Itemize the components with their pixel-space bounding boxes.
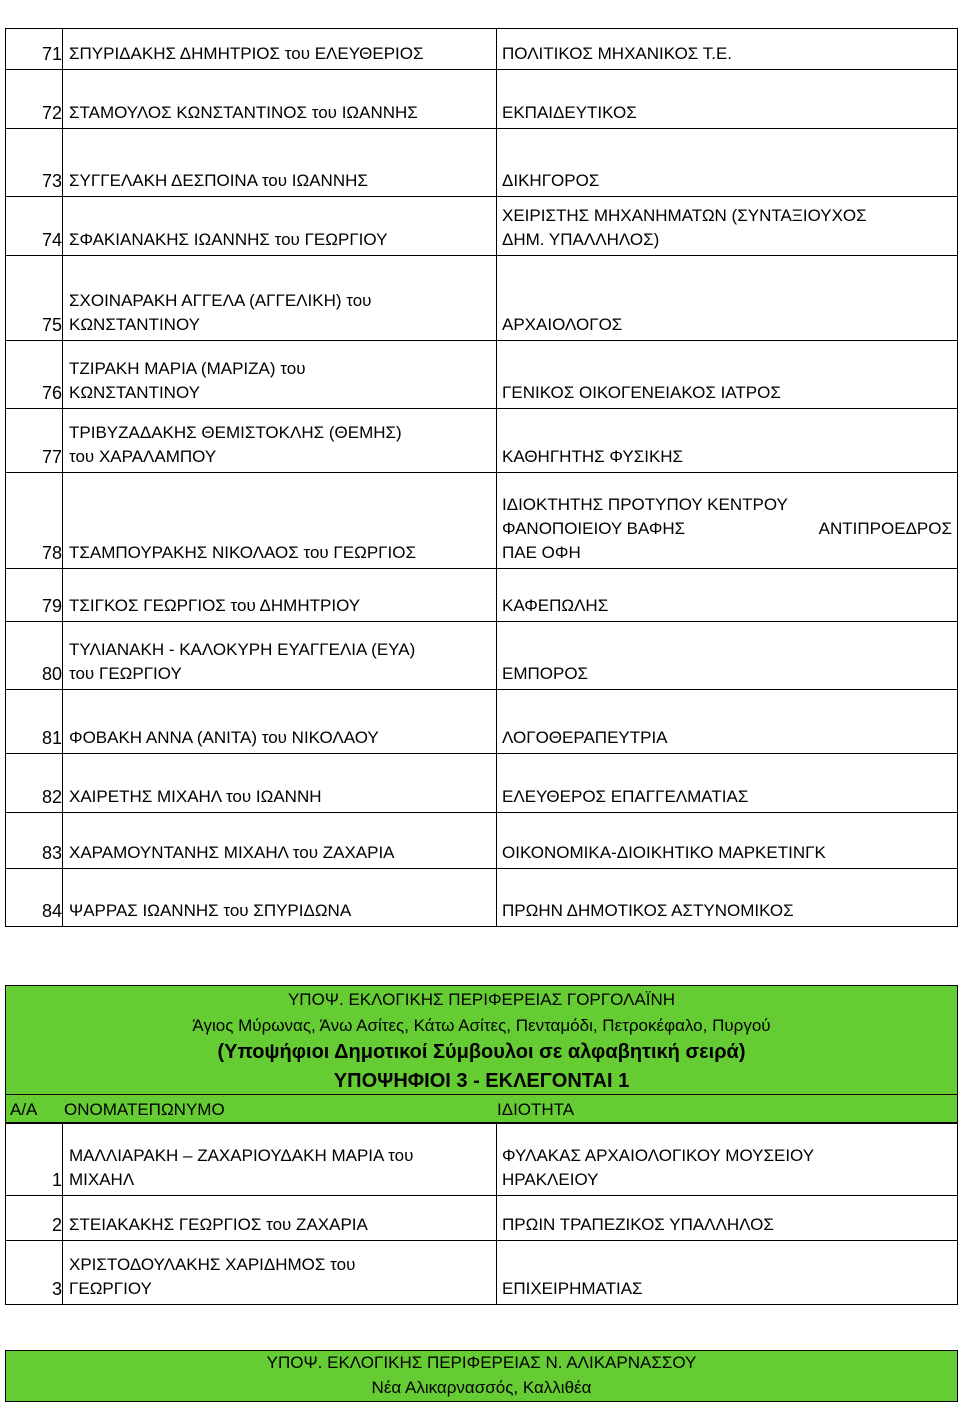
column-divider <box>496 197 497 255</box>
candidate-name-line: ΓΕΩΡΓΙΟΥ <box>69 1279 152 1298</box>
section3-header <box>5 1350 958 1402</box>
candidate-occupation <box>502 841 952 865</box>
candidate-name-line: ΜΙΧΑΗΛ <box>69 1170 135 1189</box>
section2-header <box>5 985 958 1095</box>
list1-row <box>5 409 958 473</box>
candidate-occupation <box>502 445 952 469</box>
candidate-name <box>69 101 499 125</box>
candidate-occupation-line: ΕΛΕΥΘΕΡΟΣ ΕΠΑΓΓΕΛΜΑΤΙΑΣ <box>502 787 749 806</box>
column-divider <box>496 256 497 340</box>
candidate-occupation-line: ΟΙΚΟΝΟΜΙΚΑ-ΔΙΟΙΚΗΤΙΚΟ ΜΑΡΚΕΤΙΝΓΚ <box>502 843 826 862</box>
candidate-name <box>69 541 499 565</box>
column-divider <box>496 473 497 568</box>
row-number: 82 <box>41 787 62 807</box>
column-divider <box>62 813 63 868</box>
column-divider <box>496 341 497 408</box>
candidate-occupation <box>502 313 952 337</box>
column-divider <box>496 622 497 689</box>
column-divider <box>496 28 497 69</box>
row-number: 76 <box>41 383 62 403</box>
row-number: 84 <box>41 901 62 921</box>
candidate-occupation-line: ΔΗΜ. ΥΠΑΛΛΗΛΟΣ) <box>502 230 660 249</box>
candidate-occupation-line: ΠΡΩΗΝ ΔΗΜΟΤΙΚΟΣ ΑΣΤΥΝΟΜΙΚΟΣ <box>502 901 794 920</box>
list1-row <box>5 622 958 690</box>
col-name-header: ΟΝΟΜΑΤΕΠΩΝΥΜΟ <box>64 1100 225 1119</box>
candidate-name <box>69 726 499 750</box>
candidate-occupation-line: ΕΚΠΑΙΔΕΥΤΙΚΟΣ <box>502 103 637 122</box>
column-divider <box>62 569 63 621</box>
candidate-occupation-line: ΑΡΧΑΙΟΛΟΓΟΣ <box>502 315 623 334</box>
section3-title: ΥΠΟΨ. ΕΚΛΟΓΙΚΗΣ ΠΕΡΙΦΕΡΕΙΑΣ Ν. ΑΛΙΚΑΡΝΑΣΣΟΥ <box>266 1353 697 1372</box>
row-number: 1 <box>51 1170 62 1190</box>
column-divider <box>62 754 63 812</box>
candidate-name-line: ΤΥΛΙΑΝΑΚΗ - ΚΑΛΟΚΥΡΗ ΕΥΑΓΓΕΛΙΑ (ΕΥΑ) <box>69 640 416 659</box>
candidate-occupation-line: ΓΕΝΙΚΟΣ ΟΙΚΟΓΕΝΕΙΑΚΟΣ ΙΑΤΡΟΣ <box>502 383 781 402</box>
candidate-name <box>69 638 499 686</box>
candidate-name <box>69 42 499 66</box>
candidate-name-line: ΤΡΙΒΥΖΑΔΑΚΗΣ ΘΕΜΙΣΤΟΚΛΗΣ (ΘΕΜΗΣ) <box>69 423 402 442</box>
section3-villages: Νέα Αλικαρνασσός, Καλλιθέα <box>371 1378 592 1397</box>
list1-row <box>5 129 958 197</box>
candidate-occupation <box>502 493 952 565</box>
candidate-name-line: ΣΥΓΓΕΛΑΚΗ ΔΕΣΠΟΙΝΑ του ΙΩΑΝΝΗΣ <box>69 171 368 190</box>
row-number: 72 <box>41 103 62 123</box>
candidate-name-line: ΧΑΡΑΜΟΥΝΤΑΝΗΣ ΜΙΧΑΗΛ του ΖΑΧΑΡΙΑ <box>69 843 395 862</box>
candidate-name-line: ΤΖΙΡΑΚΗ ΜΑΡΙΑ (ΜΑΡΙΖΑ) του <box>69 359 306 378</box>
list1-row <box>5 341 958 409</box>
candidate-occupation <box>502 726 952 750</box>
column-divider <box>62 409 63 472</box>
candidate-occupation <box>502 662 952 686</box>
candidate-name <box>69 594 499 618</box>
list1-row <box>5 813 958 869</box>
list1-row <box>5 754 958 813</box>
list1-row <box>5 256 958 341</box>
column-divider <box>62 256 63 340</box>
candidate-name-line: ΚΩΝΣΤΑΝΤΙΝΟΥ <box>69 383 200 402</box>
candidate-occupation <box>502 169 952 193</box>
column-divider <box>62 690 63 753</box>
candidate-occupation <box>502 204 952 252</box>
column-divider <box>62 197 63 255</box>
candidate-name <box>69 357 499 405</box>
row-number: 79 <box>41 596 62 616</box>
column-divider <box>496 690 497 753</box>
list1-row <box>5 690 958 754</box>
candidate-name-line: ΧΡΙΣΤΟΔΟΥΛΑΚΗΣ ΧΑΡΙΔΗΜΟΣ του <box>69 1255 356 1274</box>
column-divider <box>62 622 63 689</box>
list1-row <box>5 197 958 256</box>
candidate-occupation-line: ΠΑΕ ΟΦΗ <box>502 543 581 562</box>
candidate-occupation-line: ΚΑΘΗΓΗΤΗΣ ΦΥΣΙΚΗΣ <box>502 447 684 466</box>
row-number: 83 <box>41 843 62 863</box>
candidate-name-line: ΣΤΕΙΑΚΑΚΗΣ ΓΕΩΡΓΙΟΣ του ΖΑΧΑΡΙΑ <box>69 1215 368 1234</box>
section2-title: ΥΠΟΨ. ΕΚΛΟΓΙΚΗΣ ΠΕΡΙΦΕΡΕΙΑΣ ΓΟΡΓΟΛΑΪΝΗ <box>287 990 676 1009</box>
candidate-occupation <box>502 101 952 125</box>
row-number: 73 <box>41 171 62 191</box>
candidate-occupation <box>502 899 952 923</box>
candidate-name-line: ΦΟΒΑΚΗ ΑΝΝΑ (ΑΝΙΤΑ) του ΝΙΚΟΛΑΟΥ <box>69 728 379 747</box>
list1-row <box>5 569 958 622</box>
candidate-name-line: ΚΩΝΣΤΑΝΤΙΝΟΥ <box>69 315 200 334</box>
column-divider <box>62 473 63 568</box>
row-number: 74 <box>41 230 62 250</box>
candidate-occupation-line: ΚΑΦΕΠΩΛΗΣ <box>502 596 609 615</box>
row-number: 78 <box>41 543 62 563</box>
candidate-name <box>69 289 499 337</box>
column-divider <box>496 70 497 128</box>
section2-column-headers <box>5 1094 958 1123</box>
candidate-name-line: ΨΑΡΡΑΣ ΙΩΑΝΝΗΣ του ΣΠΥΡΙΔΩΝΑ <box>69 901 352 920</box>
candidate-occupation <box>502 785 952 809</box>
candidate-occupation <box>502 381 952 405</box>
row-number: 75 <box>41 315 62 335</box>
candidate-occupation <box>502 594 952 618</box>
col-num-header: Α/Α <box>10 1100 38 1119</box>
candidate-occupation-line <box>502 517 952 541</box>
section2-villages: Άγιος Μύρωνας, Άνω Ασίτες, Κάτω Ασίτες, Πενταμόδι, Πετροκέφαλο, Πυργού <box>192 1016 771 1035</box>
candidate-name-line: ΣΤΑΜΟΥΛΟΣ ΚΩΝΣΤΑΝΤΙΝΟΣ του ΙΩΑΝΝΗΣ <box>69 103 418 122</box>
row-number: 81 <box>41 728 62 748</box>
row-number: 2 <box>51 1215 62 1235</box>
column-divider <box>496 409 497 472</box>
column-divider <box>62 28 63 69</box>
column-divider <box>496 129 497 196</box>
candidate-occupation-line: ΗΡΑΚΛΕΙΟΥ <box>502 1170 599 1189</box>
column-divider <box>62 341 63 408</box>
column-divider <box>496 813 497 868</box>
candidate-occupation <box>502 42 952 66</box>
column-divider <box>62 70 63 128</box>
column-divider <box>62 869 63 926</box>
candidate-name <box>69 841 499 865</box>
candidate-occupation-line: ΕΠΙΧΕΙΡΗΜΑΤΙΑΣ <box>502 1279 643 1298</box>
list1-row <box>5 473 958 569</box>
candidate-name <box>69 899 499 923</box>
candidate-name-line: ΜΑΛΛΙΑΡΑΚΗ – ΖΑΧΑΡΙΟΥΔΑΚΗ ΜΑΡΙΑ του <box>69 1146 414 1165</box>
list1-row <box>5 869 958 927</box>
candidate-occupation-line: ΠΟΛΙΤΙΚΟΣ ΜΗΧΑΝΙΚΟΣ Τ.Ε. <box>502 44 733 63</box>
row-number: 71 <box>41 44 62 64</box>
section2-count: ΥΠΟΨΗΦΙΟΙ 3 - ΕΚΛΕΓΟΝΤΑΙ 1 <box>333 1070 630 1092</box>
candidate-occupation-line: ΛΟΓΟΘΕΡΑΠΕΥΤΡΙΑ <box>502 728 668 747</box>
candidate-occupation-line: ΙΔΙΟΚΤΗΤΗΣ ΠΡΟΤΥΠΟΥ ΚΕΝΤΡΟΥ <box>502 495 788 514</box>
candidate-occupation-line: ΧΕΙΡΙΣΤΗΣ ΜΗΧΑΝΗΜΑΤΩΝ (ΣΥΝΤΑΞΙΟΥΧΟΣ <box>502 206 867 225</box>
candidate-name-line: του ΧΑΡΑΛΑΜΠΟΥ <box>69 447 217 466</box>
candidate-name-line: του ΓΕΩΡΓΙΟΥ <box>69 664 182 683</box>
candidate-name-line: ΣΠΥΡΙΔΑΚΗΣ ΔΗΜΗΤΡΙΟΣ του ΕΛΕΥΘΕΡΙΟΣ <box>69 44 424 63</box>
column-divider <box>496 569 497 621</box>
row-number: 3 <box>51 1279 62 1299</box>
candidate-name-line: ΣΦΑΚΙΑΝΑΚΗΣ ΙΩΑΝΝΗΣ του ΓΕΩΡΓΙΟΥ <box>69 230 388 249</box>
candidate-name <box>69 169 499 193</box>
column-divider <box>496 869 497 926</box>
candidate-name-line: ΧΑΙΡΕΤΗΣ ΜΙΧΑΗΛ του ΙΩΑΝΝΗ <box>69 787 322 806</box>
column-divider <box>496 754 497 812</box>
list1-row <box>5 28 958 70</box>
candidate-occupation-line: ΦΥΛΑΚΑΣ ΑΡΧΑΙΟΛΟΓΙΚΟΥ ΜΟΥΣΕΙΟΥ <box>502 1146 815 1165</box>
row-number: 80 <box>41 664 62 684</box>
col-occ-header: ΙΔΙΟΤΗΤΑ <box>497 1100 575 1119</box>
candidate-name <box>69 785 499 809</box>
candidate-occupation-part: ΑΝΤΙΠΡΟΕΔΡΟΣ <box>818 519 952 538</box>
candidate-occupation-line: ΠΡΩΙΝ ΤΡΑΠΕΖΙΚΟΣ ΥΠΑΛΛΗΛΟΣ <box>502 1215 774 1234</box>
column-divider <box>62 129 63 196</box>
section2-subtitle: (Υποψήφιοι Δημοτικοί Σύμβουλοι σε αλφαβητική σειρά) <box>217 1041 746 1063</box>
table-2-border <box>5 1123 958 1305</box>
candidate-name <box>69 228 499 252</box>
candidate-occupation-line: ΕΜΠΟΡΟΣ <box>502 664 589 683</box>
candidate-occupation-part: ΦΑΝΟΠΟΙΕΙΟΥ ΒΑΦΗΣ <box>502 519 686 538</box>
list1-row <box>5 70 958 129</box>
candidate-name <box>69 421 499 469</box>
candidate-occupation-line: ΔΙΚΗΓΟΡΟΣ <box>502 171 600 190</box>
candidate-name-line: ΤΣΙΓΚΟΣ ΓΕΩΡΓΙΟΣ του ΔΗΜΗΤΡΙΟΥ <box>69 596 361 615</box>
candidate-name-line: ΣΧΟΙΝΑΡΑΚΗ ΑΓΓΕΛΑ (ΑΓΓΕΛΙΚΗ) του <box>69 291 372 310</box>
candidate-name-line: ΤΣΑΜΠΟΥΡΑΚΗΣ ΝΙΚΟΛΑΟΣ του ΓΕΩΡΓΙΟΣ <box>69 543 416 562</box>
row-number: 77 <box>41 447 62 467</box>
